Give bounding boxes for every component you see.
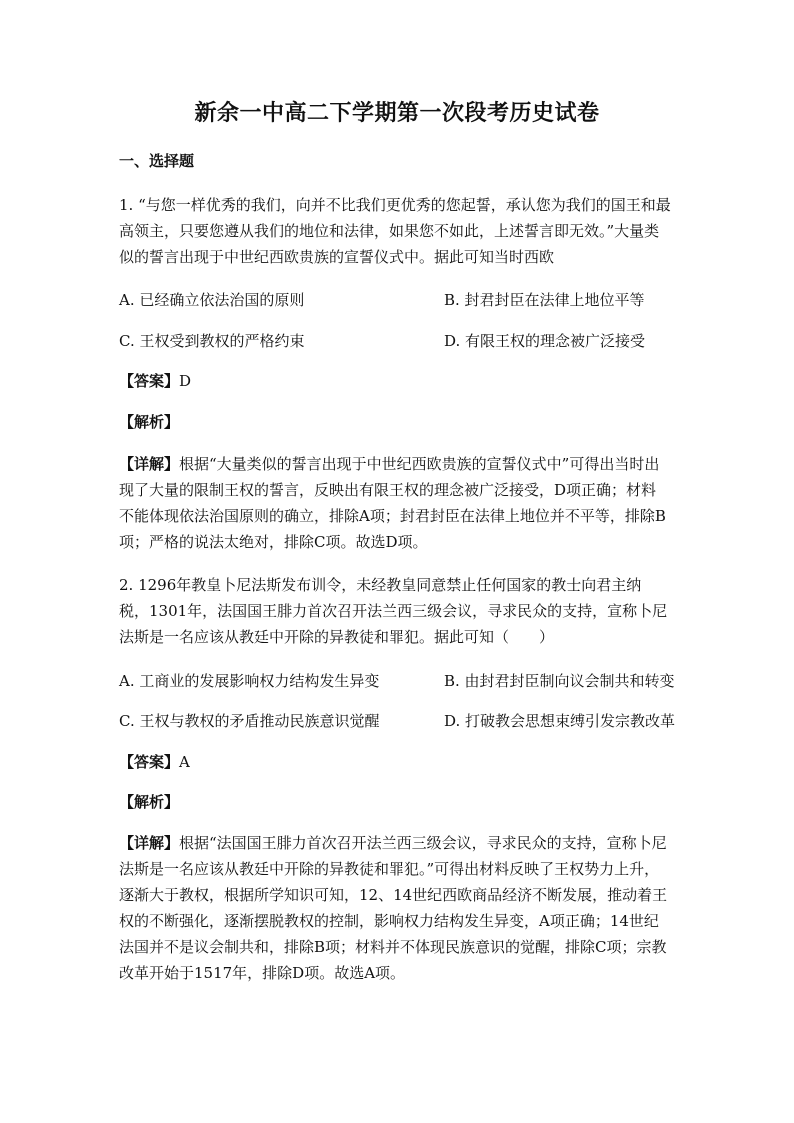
- detail-tag: 【详解】: [119, 834, 180, 852]
- detail-tag: 【详解】: [119, 455, 180, 473]
- question-2-detail: [119, 830, 671, 986]
- section-heading: 一、选择题: [119, 152, 195, 170]
- question-2-option-d: D. 打破教会思想束缚引发宗教改革: [444, 712, 676, 730]
- question-2-analysis-tag: 【解析】: [119, 793, 180, 811]
- question-1-analysis-tag: 【解析】: [119, 413, 180, 431]
- question-2-option-a: A. 工商业的发展影响权力结构发生异变: [119, 672, 380, 690]
- detail-text: 根据“法国国王腓力首次召开法兰西三级会议，寻求民众的支持，宣称卜尼法斯是一名应该从教廷中开除的异教徒和罪犯。”可得出材料反映了王权势力上升，逐渐大于教权，根据所学知识可知，12、14世纪西欧商品经济不断发展，推动着王权的不断强化，逐渐摆脱教权的控制，影响权力结构发生异变，A项正确；14世纪法国并不是议会制共和，排除B项；材料并不体现民族意识的觉醒，排除C项；宗教改革开始于1517年，排除D项。故选A项。: [119, 834, 668, 982]
- question-1-option-b: B. 封君封臣在法律上地位平等: [444, 291, 645, 309]
- question-2-option-c: C. 王权与教权的矛盾推动民族意识觉醒: [119, 712, 380, 730]
- answer-tag: 【答案】: [119, 372, 180, 390]
- answer-value: D: [179, 372, 192, 390]
- detail-text: 根据“大量类似的誓言出现于中世纪西欧贵族的宣誓仪式中”可得出当时出现了大量的限制王权的誓言，反映出有限王权的理念被广泛接受，D项正确；材料不能体现依法治国原则的确立，排除A项；封君封臣在法律上地位并不平等，排除B项；严格的说法太绝对，排除C项。故选D项。: [119, 455, 666, 551]
- question-1-detail: [119, 451, 671, 555]
- question-1-option-a: A. 已经确立依法治国的原则: [119, 291, 305, 309]
- question-2-stem: 2. 1296年教皇卜尼法斯发布训令，未经教皇同意禁止任何国家的教士向君主纳税，1301年，法国国王腓力首次召开法兰西三级会议，寻求民众的支持，宣称卜尼法斯是一名应该从教廷中开除的异教徒和罪犯。据此可知（ ）: [119, 576, 668, 646]
- answer-value: A: [179, 753, 190, 771]
- page-title: 新余一中高二下学期第一次段考历史试卷: [194, 100, 600, 126]
- question-1-option-d: D. 有限王权的理念被广泛接受: [444, 332, 646, 350]
- question-1-option-c: C. 王权受到教权的严格约束: [119, 332, 305, 350]
- question-1-stem: 1. “与您一样优秀的我们，向并不比我们更优秀的您起誓，承认您为我们的国王和最高领主，只要您遵从我们的地位和法律，如果您不如此，上述誓言即无效。”大量类似的誓言出现于中世纪西欧贵族的宣誓仪式中。据此可知当时西欧: [119, 196, 671, 266]
- question-2-option-b: B. 由封君封臣制向议会制共和转变: [444, 672, 675, 690]
- question-1-answer: [119, 368, 191, 394]
- question-2-answer: [119, 749, 190, 775]
- answer-tag: 【答案】: [119, 753, 180, 771]
